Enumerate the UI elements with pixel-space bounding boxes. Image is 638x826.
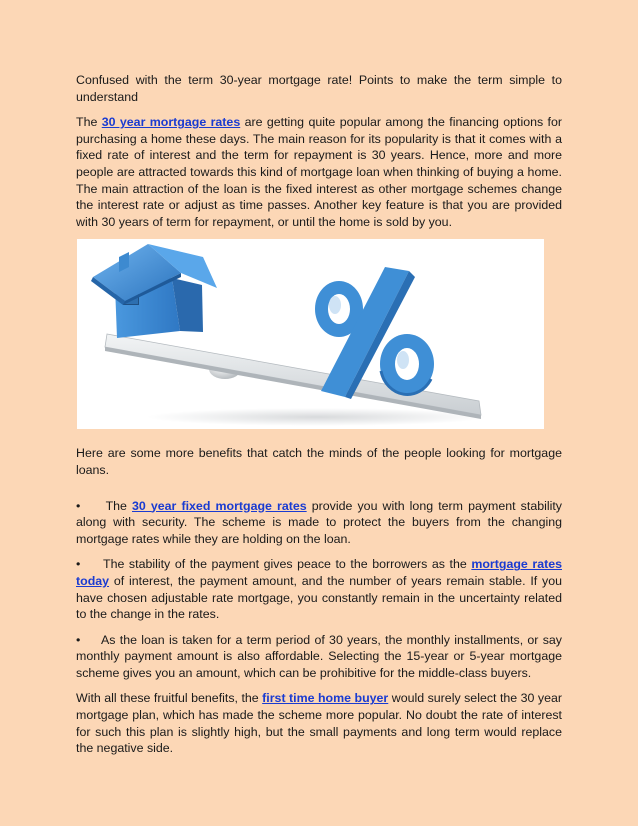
spacer — [76, 488, 562, 498]
intro-rest: are getting quite popular among the financing options for purchasing a home these days. The main reason for its popularity is that it comes with a fixed rate of interest and the term for repayment is 30 years. Hence, more and more people are attracted towards this kind of mortgage loan when thinking of buying a home. The main attraction of the loan is the fixed interest as other mortgage schemes change the interest rate or adjust as time passes. Another key feature is that you are provided with 30 years of term for repayment, or until the home is sold by you. — [76, 115, 563, 229]
intro-pre: The — [76, 115, 102, 130]
conclusion-rest: would surely select the 30 year mortgage plan, which has made the scheme more popular. No doubt the rate of interest for such this plan is slightly high, but the small payments and long term would replace the negative side. — [76, 691, 563, 756]
bullet1-pre: • The — [76, 498, 133, 513]
intro-paragraph — [76, 114, 562, 230]
illustration-svg — [77, 239, 544, 429]
link-mortgage-rates-today[interactable]: mortgage rates today — [76, 557, 562, 588]
bullet-item-1 — [76, 498, 562, 548]
bullet2-rest: of interest, the payment amount, and the number of years remain stable. If you have chosen adjustable rate mortgage, you constantly remain in the uncertainty related to the change in the rates. — [76, 573, 562, 622]
link-first-time-home-buyer[interactable]: first time home buyer — [262, 691, 389, 706]
document-body — [76, 72, 566, 766]
conclusion-pre: With all these fruitful benefits, the — [76, 691, 263, 706]
house-icon — [91, 244, 217, 338]
bullet-item-2 — [76, 556, 562, 622]
document-title: Confused with the term 30-year mortgage rate! Points to make the term simple to understand — [76, 73, 562, 104]
benefits-intro: Here are some more benefits that catch the minds of the people looking for mortgage loans. — [76, 446, 562, 477]
bullet2-pre: • The stability of the payment gives peace to the borrowers as the — [76, 557, 472, 572]
link-30-year-fixed-mortgage-rates[interactable]: 30 year fixed mortgage rates — [132, 498, 307, 513]
percent-icon — [315, 267, 434, 399]
bullet1-rest: provide you with long term payment stability along with security. The scheme is made to protect the buyers from the changing mortgage rates while they are holding on the loan. — [76, 498, 562, 546]
link-30-year-mortgage-rates[interactable]: 30 year mortgage rates — [101, 115, 241, 130]
conclusion-paragraph — [76, 690, 562, 756]
bullet-item-3: • As the loan is taken for a term period of 30 years, the monthly installments, or say monthly payment amount is also affordable. Selecting the 15-year or 5-year mortgage scheme gives you an amount, which can be prohibitive for the middle-class buyers. — [76, 632, 566, 680]
mortgage-illustration — [77, 239, 544, 429]
